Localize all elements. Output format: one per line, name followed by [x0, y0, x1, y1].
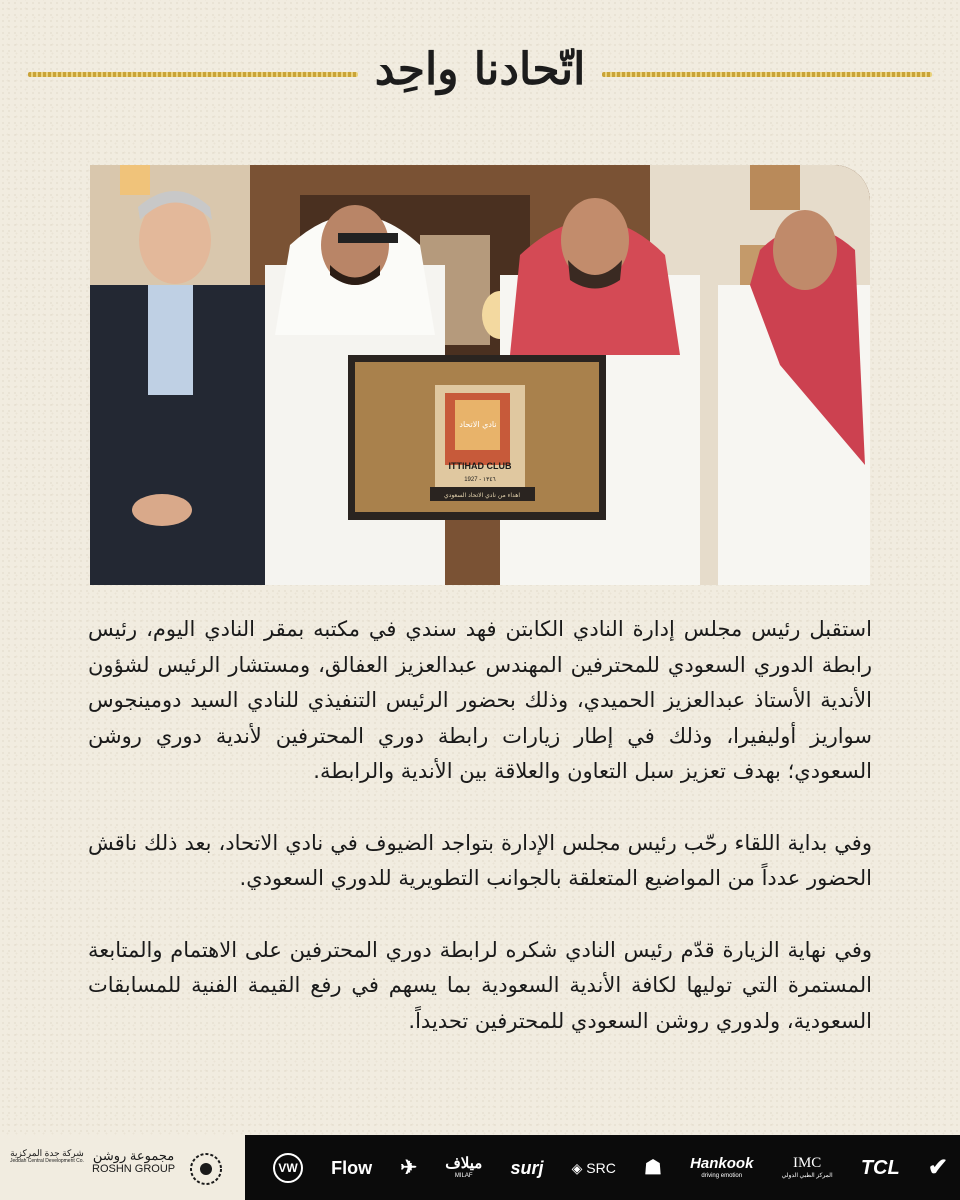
src-logo: ◈ SRC: [571, 1159, 616, 1176]
milaf-logo-arabic: ميلاف: [445, 1155, 483, 1172]
article-body: [88, 612, 872, 1075]
trophy-label: ITTIHAD CLUB: [448, 461, 512, 471]
page-header: [0, 30, 960, 120]
saudia-logo: ✈: [400, 1156, 418, 1179]
header-divider-right: [602, 72, 932, 77]
roshn-emblem-icon: [188, 1151, 224, 1187]
milaf-logo: [445, 1156, 482, 1179]
roshn-group-logo: [92, 1149, 175, 1175]
sponsor-bar: [245, 1135, 960, 1200]
imc-logo-name: IMC: [792, 1155, 822, 1171]
tcl-logo: TCL: [860, 1156, 900, 1179]
imc-logo: [782, 1156, 833, 1179]
imc-logo-arabic: المركز الطبي الدولي: [781, 1173, 833, 1179]
article-paragraph-2: وفي بداية اللقاء رحّب رئيس مجلس الإدارة بتواجد الضيوف في نادي الاتحاد، بعد ذلك ناقش الحضور عدداً من المواضيع المتعلقة بالجوانب التطويرية للدوري السعودي.: [88, 830, 872, 890]
sponsor-footer: [0, 1135, 960, 1200]
nike-logo: ✔: [927, 1153, 948, 1181]
group-photo: [90, 165, 870, 585]
article-paragraph-3: وفي نهاية الزيارة قدّم رئيس النادي شكره لرابطة دوري المحترفين على الاهتمام والمتابعة المستمرة التي توليها لكافة الأندية السعودية بما يسهم في رفع القيمة الفنية للمسابقات السعودية، ولدوري روشن السعودي للمحترفين تحديداً.: [88, 937, 872, 1033]
hankook-logo-tagline: driving emotion: [701, 1173, 743, 1179]
trophy-plaque: اهداء من نادي الاتحاد السعودي: [443, 492, 521, 499]
milaf-logo-english: MILAF: [454, 1173, 473, 1179]
jcdc-logo-name: شركة جدة المركزية: [10, 1148, 84, 1158]
flow-logo: Flow: [331, 1157, 373, 1178]
trophy-year: 1927 - ١٣٤٦: [464, 477, 496, 483]
roshn-logo-english: ROSHN GROUP: [92, 1163, 176, 1176]
hankook-logo-name: Hankook: [690, 1155, 754, 1172]
photo-illustration: [90, 165, 870, 585]
partner-logos: [0, 1135, 245, 1200]
trophy-arabic: نادي الاتحاد: [459, 420, 497, 429]
roshn-logo-arabic: مجموعة روشن: [92, 1148, 175, 1163]
tourism-logo: ☗: [644, 1156, 662, 1179]
header-divider-left: [28, 72, 358, 77]
surj-logo: surj: [510, 1157, 544, 1178]
article-paragraph-1: استقبل رئيس مجلس إدارة النادي الكابتن فهد سندي في مكتبه بمقر النادي اليوم، رئيس رابطة الدوري السعودي للمحترفين المهندس عبدالعزيز العفالق، ومستشار الرئيس لشؤون الأندية الأستاذ عبدالعزيز الحميدي، وذلك بحضور الرئيس التنفيذي للنادي السيد دومينجوس سواريز أوليفيرا، وذلك في إطار زيارات رابطة دوري المحترفين لأندية دوري روشن السعودي؛ بهدف تعزيز سبل التعاون والعلاقة بين الأندية والرابطة.: [88, 617, 872, 783]
hankook-logo: [690, 1156, 753, 1179]
vw-logo: VW: [273, 1153, 303, 1183]
jcdc-logo: [10, 1149, 84, 1164]
jcdc-logo-caption: Jeddah Central Development Co.: [10, 1157, 84, 1164]
page-title: اتّحادنا واحِد: [374, 44, 586, 95]
